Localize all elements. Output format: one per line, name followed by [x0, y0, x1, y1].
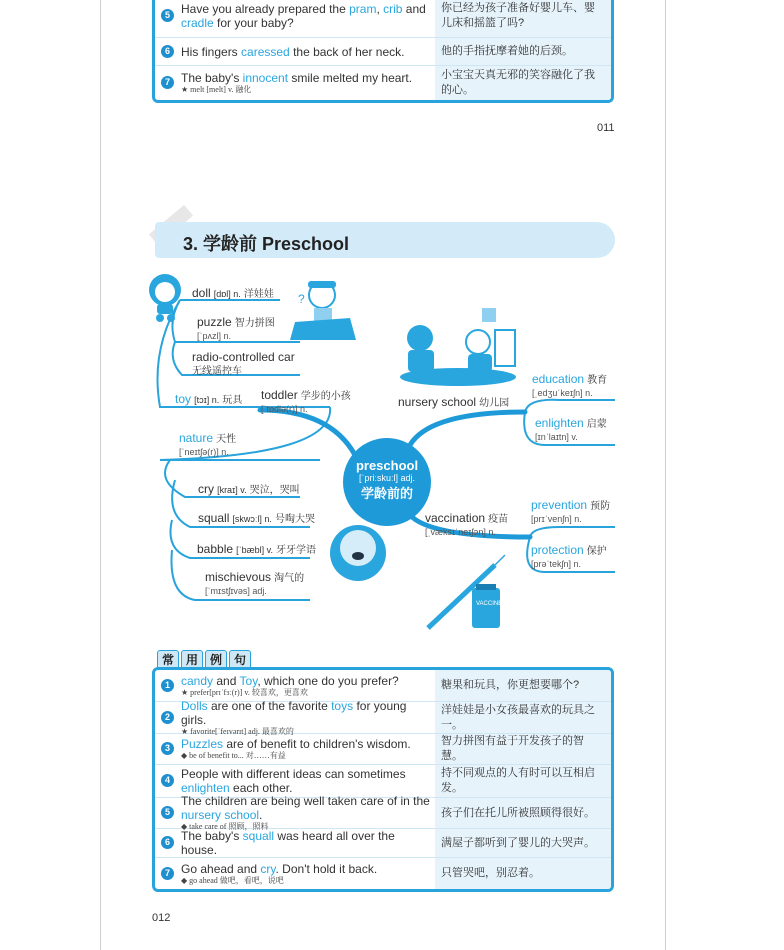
english-cell	[155, 765, 435, 797]
syringe-illustration	[428, 555, 505, 628]
sentence-text: are of benefit to children's wisdom.	[223, 737, 411, 751]
chinese-translation: 持不同观点的人有时可以互相启发。	[435, 765, 611, 797]
node-prevention: prevention 预防 [prɪˈvenʃn] n.	[531, 498, 611, 524]
sentence-text: . Don't hold it back.	[275, 861, 378, 876]
usage-note: ◆ take care of 照顾，照料	[181, 822, 269, 831]
sentence-text: and	[402, 1, 426, 16]
chinese-translation: 他的手指抚摩着她的后颈。	[435, 38, 611, 65]
vocab-highlight: nursery school	[181, 808, 260, 822]
vocab-highlight: caressed	[241, 44, 290, 59]
sentence-text: Go ahead and	[181, 861, 261, 876]
vocab-highlight: Puzzles	[181, 737, 224, 751]
table-row	[155, 858, 611, 889]
row-number-badge: 3	[161, 742, 174, 755]
vocab-highlight: pram	[349, 1, 377, 16]
heading-char: 常	[157, 650, 179, 669]
chinese-translation: 智力拼图有益于开发孩子的智慧。	[435, 734, 611, 764]
chinese-translation: 只管哭吧，别忍着。	[435, 858, 611, 889]
english-sentence	[181, 862, 431, 876]
english-cell	[155, 829, 435, 857]
node-nature: nature 天性 [ˈneɪtʃə(r)] n.	[179, 431, 237, 457]
row-number-badge: 5	[161, 806, 174, 819]
vaccine-label: VACCINE	[476, 601, 503, 607]
sentence-text: for young girls.	[181, 698, 407, 727]
sentence-text: .	[259, 808, 263, 822]
node-vaccination: vaccination 疫苗 [ˌvæksɪˈneɪʃən] n.	[425, 511, 509, 537]
sentence-text: ,	[376, 1, 384, 16]
node-radio-controlled-car: radio-controlled car 无线遥控车	[192, 350, 295, 377]
sentence-text: are one of the favorite	[207, 698, 332, 713]
main-branch-nursery	[410, 412, 525, 445]
chinese-translation: 小宝宝天真无邪的笑容融化了我的心。	[435, 66, 611, 100]
sentence-text: the back of her neck.	[289, 44, 405, 59]
row-number-badge: 6	[161, 836, 174, 849]
svg-text:?: ?	[298, 292, 305, 306]
branch-education	[525, 400, 615, 412]
english-sentence	[181, 767, 431, 795]
vocab-highlight: innocent	[242, 71, 289, 85]
english-sentence	[181, 674, 431, 688]
english-sentence	[181, 829, 431, 857]
english-cell	[155, 858, 435, 889]
sentence-text: The baby's	[181, 829, 243, 843]
table-row	[155, 698, 611, 736]
node-cry: cry [kraɪ] v. 哭泣，哭叫	[198, 482, 300, 496]
vocab-highlight: enlighten	[181, 781, 230, 795]
crying-baby-illustration	[330, 525, 386, 581]
vocab-highlight: crib	[383, 1, 403, 16]
english-sentence	[181, 699, 431, 727]
sentence-text: Have you already prepared the	[181, 1, 350, 16]
table-row	[155, 829, 611, 858]
heading-char: 例	[205, 650, 227, 669]
node-squall: squall [skwɔːl] n. 号啕大哭	[198, 511, 315, 525]
row-number-badge: 6	[161, 45, 174, 58]
heading-char: 用	[181, 650, 203, 669]
center-node-preschool: preschool [ˈpriːskuːl] adj. 学龄前的	[343, 438, 431, 526]
usage-note: ◆ be of benefit to... 对……有益	[181, 751, 286, 760]
heading-char: 句	[229, 650, 251, 669]
sentence-text: The baby's	[181, 71, 243, 85]
sentence-text: smile melted my heart.	[288, 71, 413, 85]
chinese-translation: 你已经为孩子准备好婴儿车、婴儿床和摇篮了吗?	[435, 0, 611, 37]
usage-note: ◆ go ahead 做吧，看吧，说吧	[181, 875, 284, 885]
node-toy: toy [tɔɪ] n. 玩具	[175, 392, 243, 406]
node-protection: protection 保护 [prəˈtekʃn] n.	[531, 543, 607, 569]
children-playing-illustration	[400, 308, 516, 386]
page-number-011: 011	[597, 122, 615, 134]
section-title: 3. 学龄前 Preschool	[183, 234, 350, 254]
node-doll: doll [dɒl] n. 洋娃娃	[192, 286, 274, 300]
sentence-text: each other.	[229, 781, 293, 795]
chinese-translation: 孩子们在托儿所被照顾得很好。	[435, 798, 611, 828]
sentence-text: was heard all over the house.	[181, 829, 395, 857]
branch-prevention	[530, 527, 615, 537]
bottom-example-table	[152, 667, 614, 892]
sentence-text: People with different ideas can sometimes	[181, 767, 406, 781]
usage-note: ★ favorite[ˈfeɪvərɪt] adj. 最喜欢的	[181, 726, 294, 736]
usage-note: ★ melt [melt] v. 融化	[181, 85, 252, 94]
node-puzzle: puzzle 智力拼图 [ˈpʌzl] n.	[197, 315, 275, 341]
english-cell	[155, 794, 435, 831]
node-enlighten: enlighten 启蒙 [ɪnˈlaɪtn] v.	[535, 416, 607, 442]
english-cell	[155, 734, 435, 764]
row-number-badge: 2	[161, 711, 174, 724]
table-row	[155, 670, 611, 702]
node-nursery-school: nursery school 幼儿园	[398, 395, 510, 409]
node-toddler: toddler 学步的小孩 [ˈtɒdlə(r)] n.	[261, 388, 351, 414]
row-number-badge: 1	[161, 679, 174, 692]
doll-illustration	[149, 274, 181, 322]
node-babble: babble [ˈbæbl] v. 牙牙学语	[197, 542, 317, 556]
vocab-highlight: cry	[260, 861, 276, 876]
vocab-highlight: cradle	[181, 15, 214, 30]
english-sentence	[181, 794, 431, 822]
sentence-text: , which one do you prefer?	[257, 673, 399, 688]
row-number-badge: 7	[161, 76, 174, 89]
row-number-badge: 5	[161, 9, 174, 22]
node-mischievous: mischievous 淘气的 [ˈmɪstʃɪvəs] adj.	[205, 570, 305, 596]
english-cell	[155, 698, 435, 736]
chinese-translation: 糖果和玩具，你更想要哪个?	[435, 670, 611, 701]
vocab-highlight: Toy	[239, 673, 258, 688]
sentence-text: His fingers	[181, 44, 242, 59]
vocab-highlight: squall	[242, 829, 275, 843]
node-education: education 教育 [ˌedʒuˈkeɪʃn] n.	[532, 372, 608, 398]
sentence-text: and	[213, 673, 240, 688]
english-cell	[155, 670, 435, 701]
puzzle-boy-illustration	[290, 281, 356, 340]
sentence-text: The children are being well taken care of in the	[181, 794, 430, 808]
chinese-translation: 满屋子都听到了婴儿的大哭声。	[435, 829, 611, 857]
vocab-highlight: Dolls	[181, 698, 208, 713]
row-number-badge: 7	[161, 867, 174, 880]
vocab-highlight: toys	[331, 698, 354, 713]
table-row	[155, 794, 611, 831]
english-sentence	[181, 737, 431, 751]
sentence-text: for your baby?	[213, 15, 294, 30]
table-row	[155, 734, 611, 765]
vocab-highlight: candy	[181, 673, 214, 688]
row-number-badge: 4	[161, 774, 174, 787]
chinese-translation: 洋娃娃是小女孩最喜欢的玩具之一。	[435, 702, 611, 733]
usage-note: ★ prefer[prɪˈfɜː(r)] v. 较喜欢，更喜欢	[181, 687, 308, 697]
page-number-012: 012	[152, 912, 171, 924]
